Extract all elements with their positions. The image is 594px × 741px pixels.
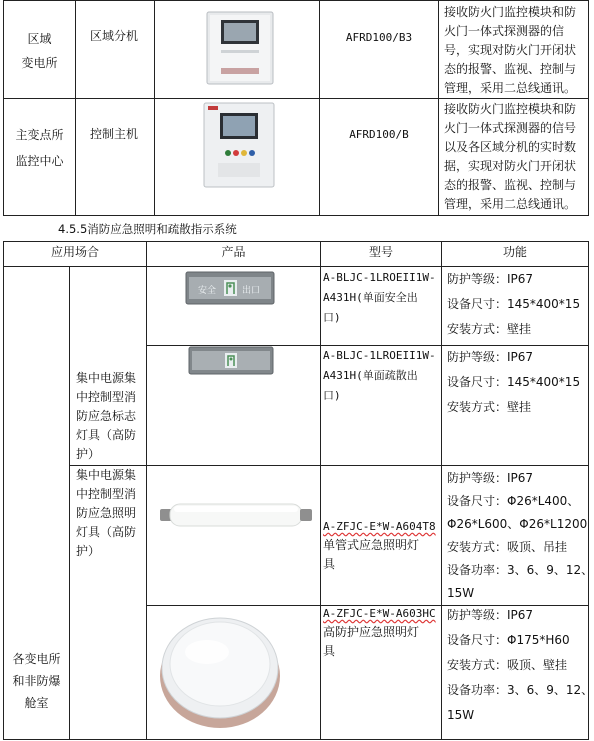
function-text: 防护等级：IP67 设备尺寸：Φ175*H60 安装方式：吸顶、壁挂 设备功率：3、6、9、12、 15W	[447, 608, 594, 722]
model-number: A-ZFJC-E*W-A604T8 单管式应急照明灯 具	[323, 520, 436, 571]
sign-text-left: 安全	[198, 286, 217, 296]
section-heading: 4.5.5消防应急照明和疏散指示系统	[58, 222, 237, 236]
evacuation-exit-sign-image	[189, 347, 273, 374]
area-extension-image	[207, 12, 273, 84]
function-text: 防护等级：IP67 设备尺寸：145*400*15 安装方式：壁挂	[447, 350, 581, 414]
header-model: 型号	[368, 245, 393, 259]
device-name: 区域分机	[90, 29, 139, 43]
location-cell: 各变电所 和非防爆 舱室	[12, 652, 61, 710]
round-ceiling-light-image	[159, 610, 281, 732]
location-cell: 区域 变电所	[21, 32, 58, 70]
location-cell: 主变点所 监控中心	[15, 128, 64, 168]
model-number: AFRD100/B	[349, 128, 409, 141]
device-name: 控制主机	[90, 127, 139, 141]
header-location: 应用场合	[50, 245, 99, 259]
model-number: A-BLJC-1LROEII1W- A431H(单面安全出 口)	[323, 271, 436, 324]
header-product: 产品	[221, 245, 246, 259]
control-host-image	[204, 103, 274, 187]
sign-text-right: 出口	[242, 286, 261, 296]
category-sign-lamp: 集中电源集 中控制型消 防应急标志 灯具（高防 护）	[76, 371, 137, 461]
function-text: 防护等级：IP67 设备尺寸：145*400*15 安装方式：壁挂	[447, 272, 581, 336]
tube-light-image	[160, 500, 312, 530]
safety-exit-sign-image	[186, 272, 274, 304]
model-number: A-ZFJC-E*W-A603HC 高防护应急照明灯 具	[323, 607, 436, 658]
function-text: 防护等级：IP67 设备尺寸：Φ26*L400、 Φ26*L600、Φ26*L1200 安装方式：吸顶、吊挂 设备功率：3、6、9、12、 15W	[447, 471, 594, 600]
category-lighting-lamp: 集中电源集 中控制型消 防应急照明 灯具（高防 护）	[76, 468, 137, 558]
header-function: 功能	[502, 245, 527, 259]
function-text: 接收防火门监控模块和防 火门一体式探测器的信 号，实现对防火门开闭状 态的报警、监视、控制与 管理，采用二总线通讯。	[444, 5, 577, 95]
model-number: A-BLJC-1LROEII1W- A431H(单面疏散出 口)	[323, 349, 436, 402]
function-text: 接收防火门监控模块和防 火门一体式探测器的信号 以及各区域分机的实时数 据，实现对防火门开闭状 态的报警、监视、控制与 管理，采用二总线通讯。	[444, 102, 577, 211]
model-number: AFRD100/B3	[345, 31, 413, 44]
